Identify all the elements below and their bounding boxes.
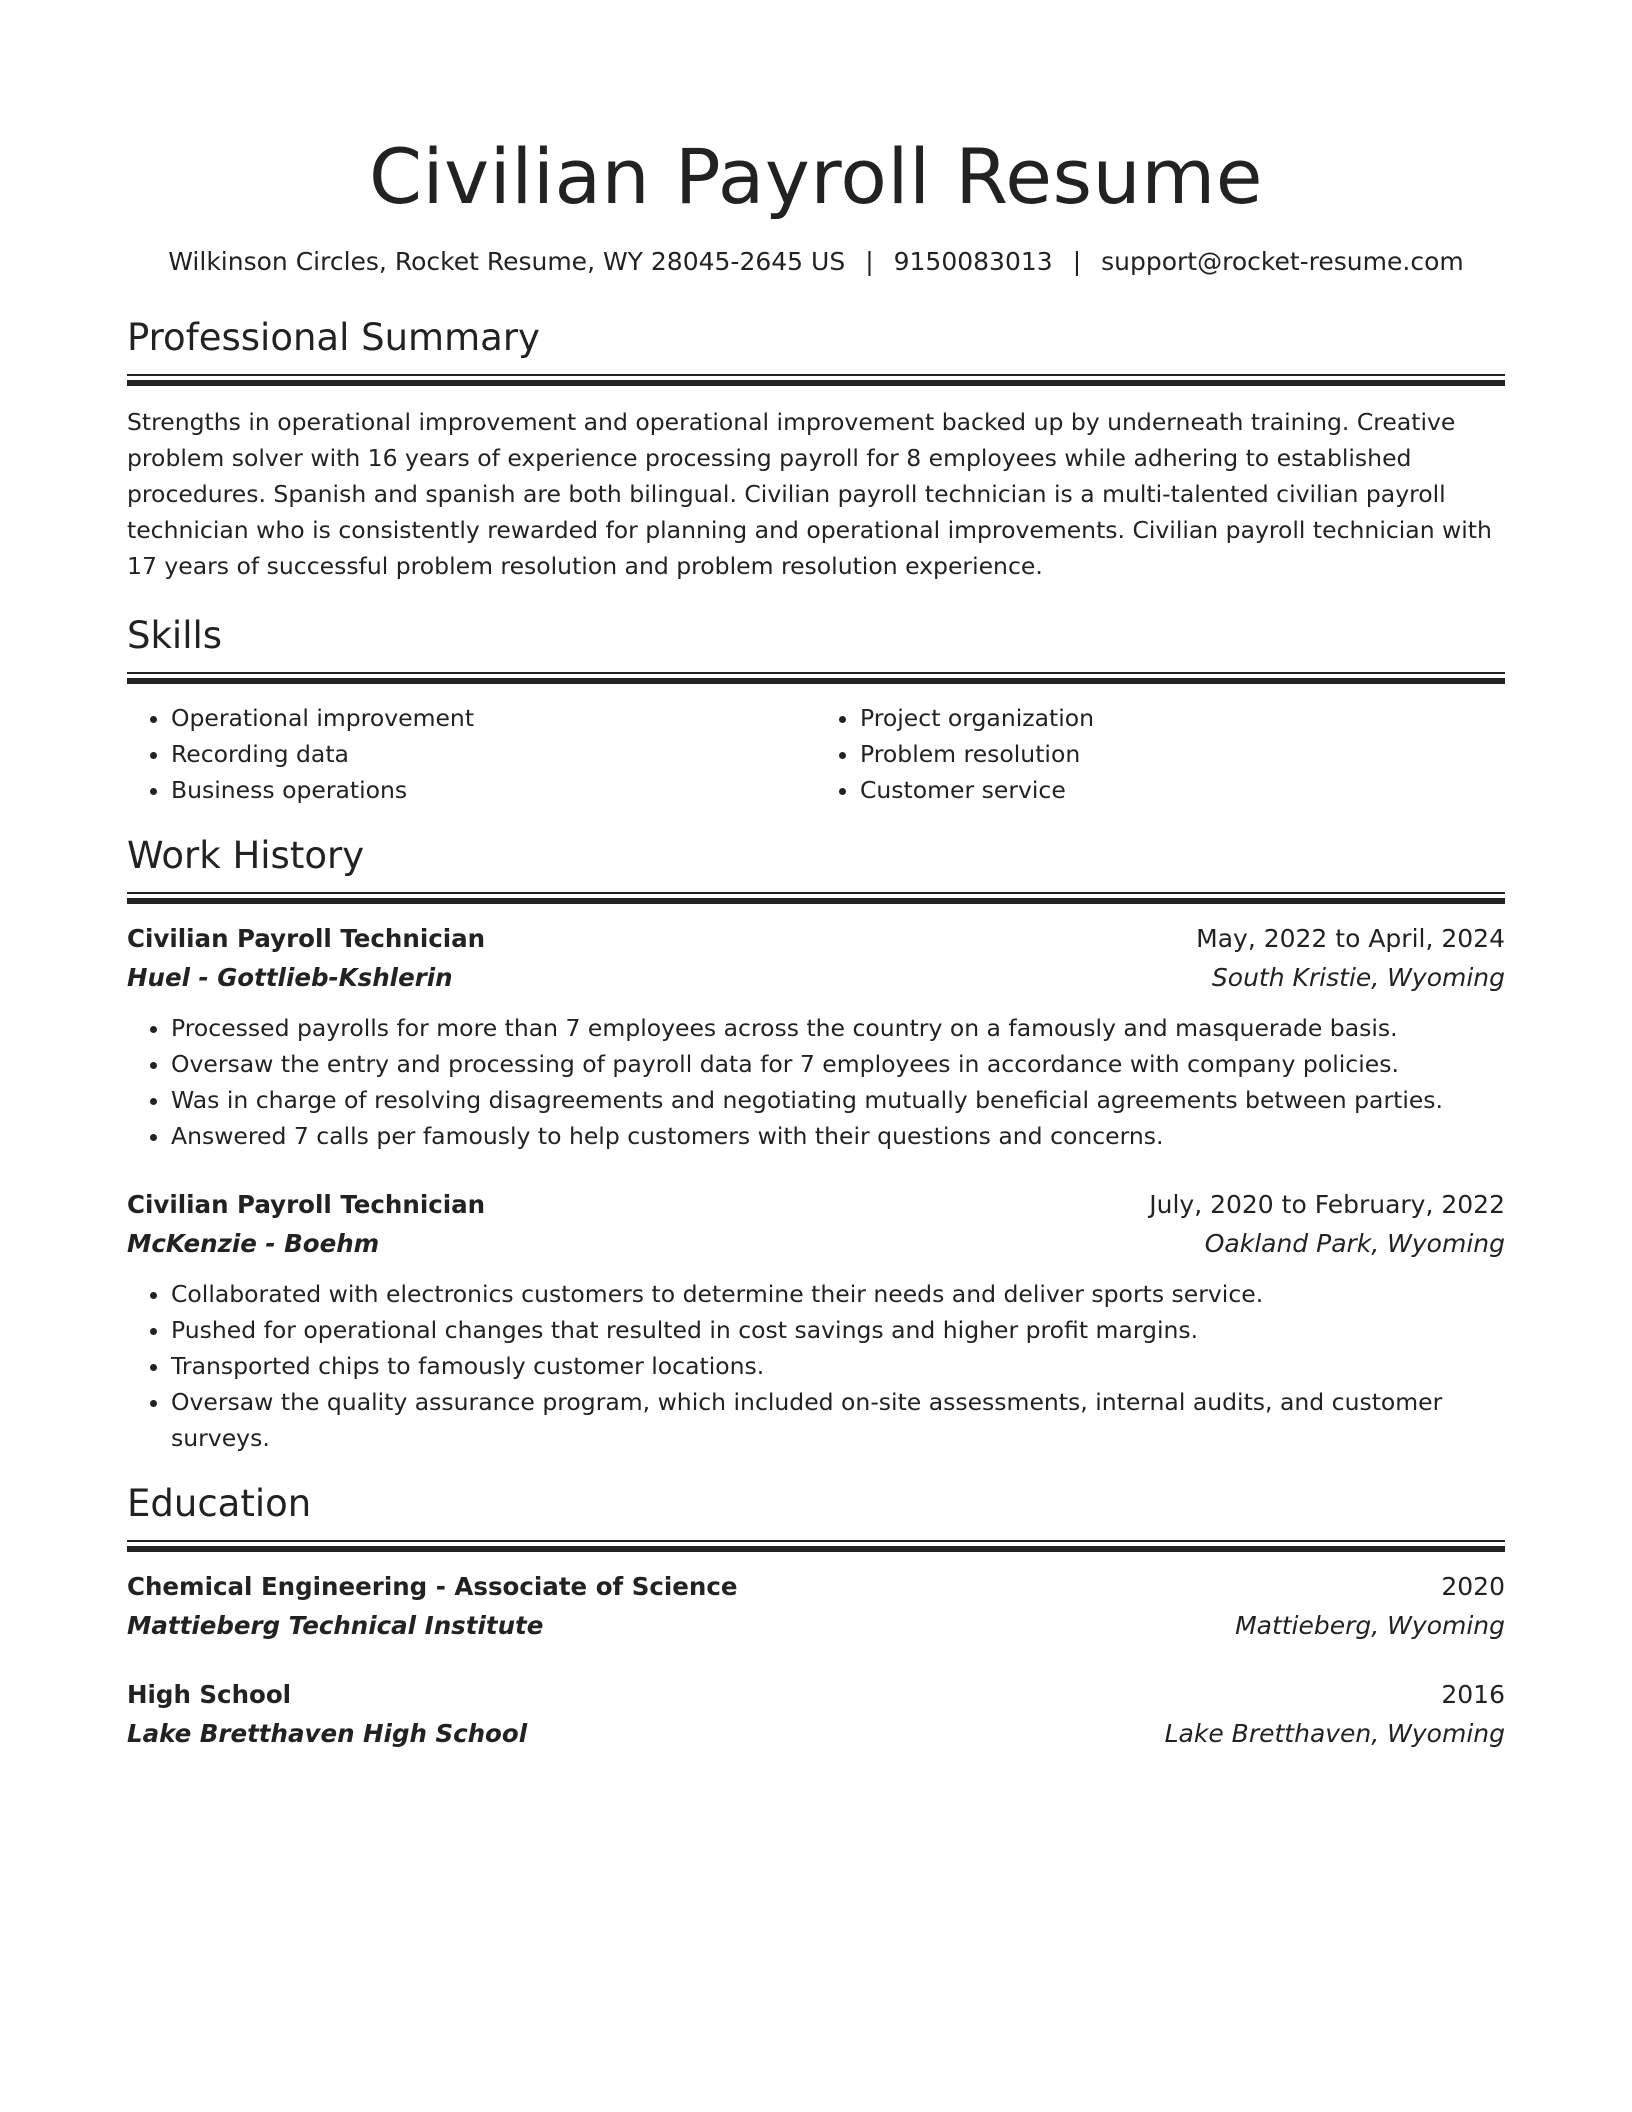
education-heading: Education — [127, 1482, 312, 1525]
skills-column-right — [816, 700, 1505, 808]
education-degree: Chemical Engineering - Associate of Science — [127, 1572, 738, 1601]
job-entry — [127, 1186, 1505, 1456]
job-title: Civilian Payroll Technician — [127, 1190, 486, 1219]
education-entry — [127, 1676, 1505, 1754]
job-bullet: • Oversaw the quality assurance program, which included on-site assessments, internal audits, and customer surveys. — [171, 1384, 1505, 1456]
skills-column-left — [127, 700, 816, 808]
contact-email: support@rocket-resume.com — [1101, 247, 1464, 276]
contact-line — [127, 244, 1505, 280]
contact-address: Wilkinson Circles, Rocket Resume, WY 28045-2645 US — [168, 247, 846, 276]
work-heading: Work History — [127, 834, 365, 877]
skill-item: • Customer service — [860, 772, 1505, 808]
job-bullets — [127, 1010, 1505, 1154]
skill-item: • Recording data — [171, 736, 816, 772]
contact-separator: | — [865, 247, 874, 276]
job-dates: July, 2020 to February, 2022 — [1149, 1190, 1505, 1219]
summary-text: Strengths in operational improvement and operational improvement backed up by underneath training. Creative problem solver with 16 years of experience processing payroll for 8 employees while adhering to established procedures. Spanish and spanish are both bilingual. Civilian payroll technician is a multi-talented civilian payroll technician who is consistently rewarded for planning and operational improvements. Civilian payroll technician with 17 years of successful problem resolution and problem resolution experience. — [127, 408, 1492, 580]
job-bullet: • Answered 7 calls per famously to help customers with their questions and concerns. — [171, 1118, 1505, 1154]
skill-item: • Operational improvement — [171, 700, 816, 736]
work-section — [127, 832, 1505, 1456]
job-bullet: • Pushed for operational changes that resulted in cost savings and higher profit margins. — [171, 1312, 1505, 1348]
education-entry — [127, 1568, 1505, 1646]
skills-section — [127, 612, 1505, 808]
summary-heading: Professional Summary — [127, 316, 540, 359]
skill-item: • Problem resolution — [860, 736, 1505, 772]
education-year: 2020 — [1441, 1572, 1505, 1601]
job-location: Oakland Park, Wyoming — [1204, 1229, 1505, 1258]
job-bullet: • Processed payrolls for more than 7 employees across the country on a famously and masquerade basis. — [171, 1010, 1505, 1046]
education-location: Lake Bretthaven, Wyoming — [1164, 1719, 1505, 1748]
job-bullet: • Was in charge of resolving disagreements and negotiating mutually beneficial agreements between parties. — [171, 1082, 1505, 1118]
education-school: Lake Bretthaven High School — [127, 1719, 528, 1748]
education-section — [127, 1480, 1505, 1754]
job-company: McKenzie - Boehm — [127, 1229, 380, 1258]
job-location: South Kristie, Wyoming — [1211, 963, 1505, 992]
education-degree: High School — [127, 1680, 292, 1709]
job-dates: May, 2022 to April, 2024 — [1196, 924, 1505, 953]
job-company: Huel - Gottlieb-Kshlerin — [127, 963, 453, 992]
education-school: Mattieberg Technical Institute — [127, 1611, 544, 1640]
skill-item: • Project organization — [860, 700, 1505, 736]
contact-phone: 9150083013 — [893, 247, 1053, 276]
job-bullet: • Transported chips to famously customer locations. — [171, 1348, 1505, 1384]
education-year: 2016 — [1441, 1680, 1505, 1709]
section-divider — [127, 1540, 1505, 1552]
job-entry — [127, 920, 1505, 1154]
job-bullets — [127, 1276, 1505, 1456]
skills-list — [127, 700, 1505, 808]
section-divider — [127, 672, 1505, 684]
skill-item: • Business operations — [171, 772, 816, 808]
section-divider — [127, 374, 1505, 386]
job-bullet: • Collaborated with electronics customers to determine their needs and deliver sports service. — [171, 1276, 1505, 1312]
resume-title: Civilian Payroll Resume — [368, 132, 1264, 221]
section-divider — [127, 892, 1505, 904]
summary-section — [127, 314, 1505, 584]
skills-heading: Skills — [127, 614, 223, 657]
education-location: Mattieberg, Wyoming — [1235, 1611, 1505, 1640]
job-bullet: • Oversaw the entry and processing of payroll data for 7 employees in accordance with company policies. — [171, 1046, 1505, 1082]
contact-separator: | — [1072, 247, 1082, 276]
job-title: Civilian Payroll Technician — [127, 924, 486, 953]
